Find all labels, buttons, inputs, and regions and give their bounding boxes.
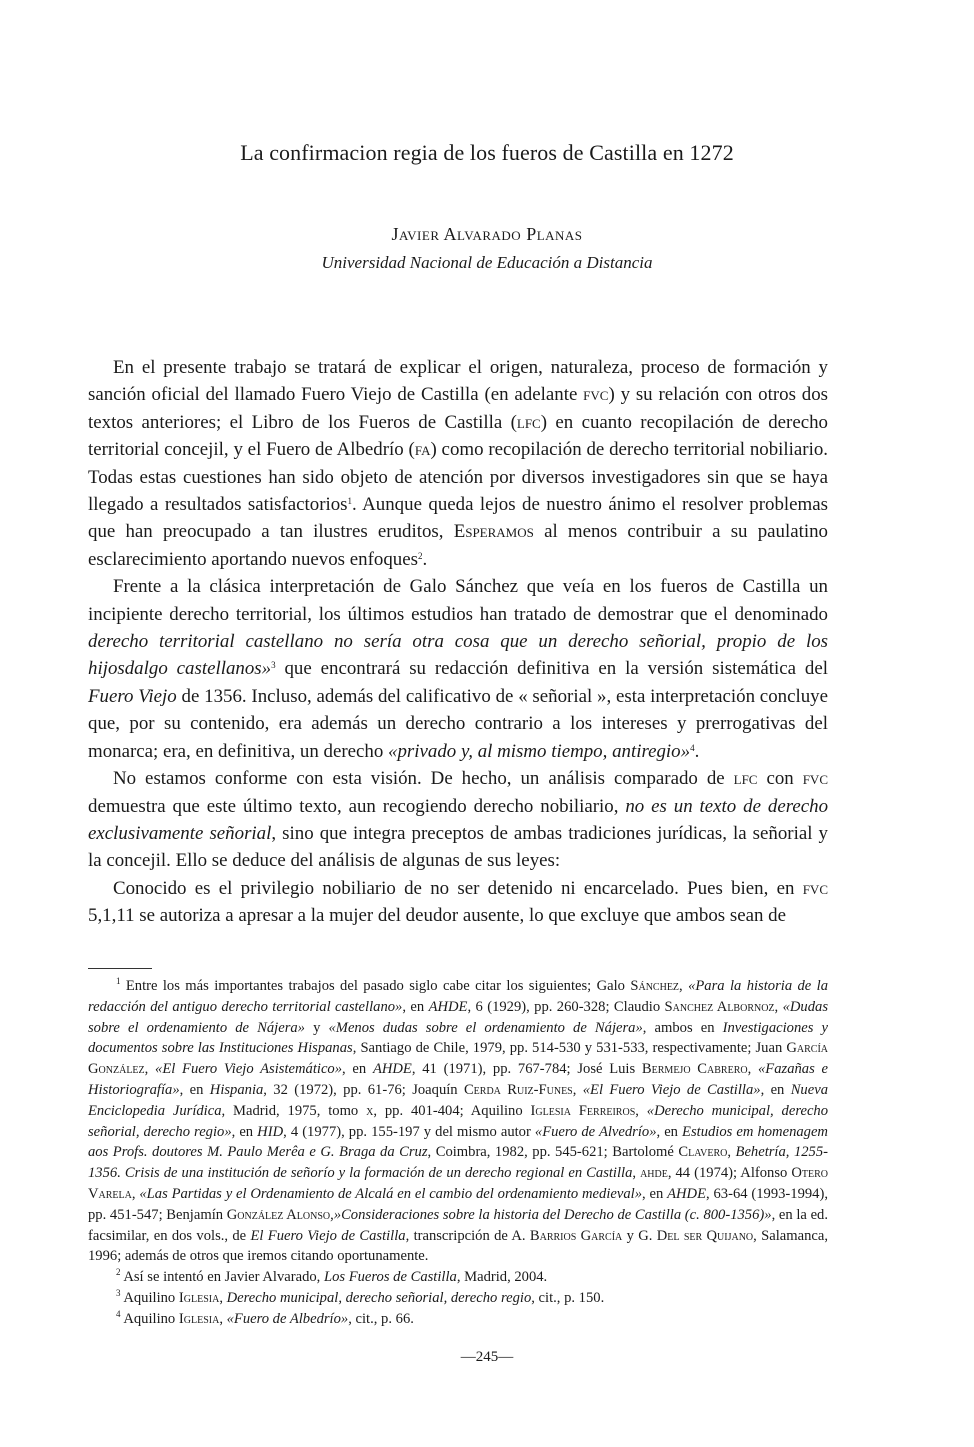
work-title: Los Fueros de Castilla xyxy=(323,1269,457,1286)
text-run: , transcripción de A. xyxy=(405,1227,530,1244)
work-title: «Las Partidas y el Ordenamiento de Alcalá en el cambio del ordenamiento medieval» xyxy=(139,1185,642,1202)
author-surname: Del ser Quijano xyxy=(656,1227,754,1244)
text-run: y xyxy=(304,1019,329,1036)
abbr-lfc: lfc xyxy=(516,411,541,433)
work-title: Estudios em homenagem aos Profs. doutores M. Paulo Merêa e G. Braga da Cruz xyxy=(88,1123,828,1161)
journal-title: AHDE xyxy=(428,998,468,1015)
author-surname: Clavero xyxy=(678,1144,728,1161)
text-run: , cit., p. 150. xyxy=(531,1289,605,1306)
text-run: , xyxy=(679,978,689,994)
text-run: , xyxy=(144,1061,156,1078)
text-run: Frente a la clásica interpretación de Galo Sánchez que veía en los fueros de Castilla un incipiente derecho territorial, los últimos estudios han tratado de demostrar que el denominado xyxy=(88,576,828,625)
body-text xyxy=(88,354,828,930)
author-surname: Otero Varela xyxy=(88,1165,828,1202)
journal-title: HID xyxy=(257,1123,284,1140)
text-run: , en la ed. facsimilar, en dos vols., de xyxy=(88,1206,828,1244)
page-number: —245— xyxy=(460,1349,514,1365)
work-title: Investigaciones y documentos sobre las Instituciones Hispanas xyxy=(88,1019,829,1057)
text-run: , xyxy=(131,1185,140,1202)
text-run: , ambos en xyxy=(642,1019,723,1036)
footnote-ref-2[interactable]: 2 xyxy=(417,550,423,561)
abbr-fvc: fvc xyxy=(802,768,828,790)
text-run: Así se intentó en Javier Alvarado, xyxy=(120,1269,324,1286)
journal-title: Hispania xyxy=(209,1081,264,1098)
work-title: »Consideraciones sobre la historia del Derecho de Castilla (c. 800-1356)» xyxy=(333,1206,772,1223)
text-run: de 1356. Incluso, además del calificativo de « señorial », esta interpretación concluye que, por su contenido, era además un derecho contrario a los intereses y prerrogativas del monarca; era, en definitiva, un derecho xyxy=(88,685,828,762)
work-title: «Menos dudas sobre el ordenamiento de Nájera» xyxy=(328,1019,643,1036)
work-title: El Fuero Viejo de Castilla xyxy=(250,1227,406,1244)
footnote-2 xyxy=(88,1267,828,1288)
author-surname: Sánchez xyxy=(630,978,680,994)
work-title: «Dudas sobre el ordenamiento de Nájera» xyxy=(88,998,828,1036)
text-run: . xyxy=(422,548,428,570)
text-run: y G. xyxy=(622,1227,657,1244)
quoted-italic: «privado y, al mismo tiempo, antiregio» xyxy=(388,740,691,762)
work-title: «El Fuero Viejo Asistemático» xyxy=(155,1061,343,1078)
text-run: , 6 (1929), pp. 260-328; Claudio xyxy=(467,998,665,1015)
abbr-lfc: lfc xyxy=(733,768,758,790)
text-run: al menos contribuir a su paulatino esclarecimiento aportando nuevos enfoques xyxy=(88,521,828,570)
text-run: , 4 (1977), pp. 155-197 y del mismo autor xyxy=(283,1123,535,1140)
footnote-3 xyxy=(88,1288,828,1309)
text-run: , xyxy=(219,1289,227,1306)
work-title: «Fuero de Alvedrío» xyxy=(534,1123,657,1140)
text-run: , en xyxy=(642,1185,668,1202)
text-run: Aquilino xyxy=(120,1310,179,1327)
text-run: , en xyxy=(760,1081,791,1098)
abbr-fvc: fvc xyxy=(802,877,828,899)
abbr-fvc: fvc xyxy=(583,384,609,406)
footnote-ref-1[interactable]: 1 xyxy=(347,496,353,507)
text-run: ) y su relación con otros dos textos anteriores; el Libro de los Fueros de Castilla ( xyxy=(88,384,829,433)
text-run: , xyxy=(219,1310,227,1327)
footnote-ref-4[interactable]: 4 xyxy=(690,742,695,753)
text-run: , en xyxy=(402,998,429,1015)
text-run: , Santiago de Chile, 1979, pp. 514-530 y 531-533, respectivamente; Juan xyxy=(352,1040,787,1057)
work-title: Nueva Enciclopedia Jurídica xyxy=(88,1081,828,1119)
text-run: , xyxy=(632,1165,641,1182)
footnote-4 xyxy=(88,1309,828,1330)
text-run: , Salamanca, 1996; además de otros que iremos citando oportunamente. xyxy=(88,1227,828,1265)
text-run: ) en cuanto recopilación de derecho territorial concejil, y el Fuero de Albedrío ( xyxy=(88,411,828,461)
work-title: «Fazañas e Historiografía» xyxy=(88,1061,828,1098)
footnote-number: 4 xyxy=(116,1308,121,1319)
text-run: , 63-64 (1993-1994), pp. 451-547; Benjamín xyxy=(88,1185,828,1223)
text-run: , 32 (1972), pp. 61-76; Joaquín xyxy=(263,1081,464,1098)
text-run: En el presente trabajo se tratará de explicar el origen, naturaleza, proceso de formación y sanción oficial del llamado Fuero Viejo de Castilla (en adelante xyxy=(88,357,828,406)
work-title: «Fuero de Albedrío» xyxy=(226,1310,349,1327)
author-surname: Cerda Ruiz-Funes xyxy=(463,1081,573,1098)
journal-title: AHDE xyxy=(372,1061,412,1078)
author-surname: Iglesia xyxy=(178,1310,220,1327)
abbr-fa: fa xyxy=(414,439,431,461)
work-title: «Derecho municipal, derecho señorial, derecho regio» xyxy=(88,1102,829,1140)
text-run: , en xyxy=(179,1081,210,1098)
journal-abbr: ahde xyxy=(640,1165,668,1182)
text-run: , Madrid, 1975, tomo xyxy=(221,1102,367,1119)
journal-title: AHDE xyxy=(667,1185,707,1202)
text-run: ) como recopilación de derecho territorial nobiliario. Todas estas cuestiones han sido objeto de atención por diversos investigadores sin que se haya llegado a resultados satisfactorios xyxy=(88,439,828,516)
text-run: , pp. 401-404; Aquilino xyxy=(373,1102,531,1119)
text-run: , en xyxy=(656,1123,683,1140)
footnotes xyxy=(88,976,828,1330)
text-run: 5,1,11 se autoriza a apresar a la mujer del deudor ausente, lo que excluye que ambos sean de xyxy=(88,905,786,927)
text-run: , en xyxy=(342,1061,373,1078)
text-run: , en xyxy=(231,1123,258,1140)
author-surname: González Alonso xyxy=(226,1206,331,1223)
paragraph-3 xyxy=(88,765,828,875)
work-title: Behetría, 1255-1356. Crisis de una institución de señorío y la formación de un derecho regional en Castilla xyxy=(88,1144,828,1182)
author-surname: García González xyxy=(88,1040,828,1078)
text-run: , xyxy=(330,1206,334,1223)
footnote-ref-3[interactable]: 3 xyxy=(271,660,276,671)
author-surname: Sanchez Albornoz xyxy=(664,998,775,1015)
text-run: , sino que integra preceptos de ambas tradiciones jurídicas, la señorial y la concejil. Ello se deduce del análisis de algunas de sus leyes: xyxy=(88,822,828,872)
quoted-italic: derecho territorial castellano no sería otra cosa que un derecho señorial, propio de los hijosdalgo castellanos» xyxy=(88,631,828,680)
text-run: demuestra que este último texto, aun recogiendo derecho nobiliario, xyxy=(88,795,626,817)
text-run: Entre los más importantes trabajos del pasado siglo cabe citar los siguientes; Galo xyxy=(120,978,631,994)
author-surname: Iglesia xyxy=(178,1289,220,1306)
footnote-number: 3 xyxy=(116,1287,121,1298)
text-run: , xyxy=(635,1102,647,1119)
article-title: La confirmacion regia de los fueros de Castilla en 1272 xyxy=(240,140,734,165)
author-name: Javier Alvarado Planas xyxy=(391,224,583,244)
text-run: Aquilino xyxy=(120,1289,179,1306)
text-run: , 41 (1971), pp. 767-784; José Luis xyxy=(411,1061,642,1078)
footnote-number: 1 xyxy=(116,976,121,986)
work-title: «Para la historia de la redacción del antiguo derecho territorial castellano» xyxy=(88,978,829,1015)
author-surname: Barrios García xyxy=(529,1227,623,1244)
volume-numeral: x xyxy=(366,1102,374,1119)
text-run: Conocido es el privilegio nobiliario de no ser detenido ni encarcelado. Pues bien, en xyxy=(113,877,803,899)
text-run: . Aunque queda lejos de nuestro ánimo el resolver problemas que han preocupado a tan ilustres eruditos, xyxy=(88,494,828,543)
author-surname: Bermejo Cabrero xyxy=(641,1061,748,1078)
text-run: , xyxy=(727,1144,736,1161)
footnote-1 xyxy=(88,976,828,1267)
text-run: que encontrará su redacción definitiva en la versión sistemática del xyxy=(275,658,829,680)
work-title: «El Fuero Viejo de Castilla» xyxy=(582,1081,761,1098)
text-run: con xyxy=(757,768,803,790)
paragraph-2 xyxy=(88,573,828,765)
text-run: , Coimbra, 1982, pp. 545-621; Bartolomé xyxy=(427,1144,679,1161)
paragraph-4 xyxy=(88,875,828,930)
author-surname: Iglesia Ferreiros xyxy=(530,1102,636,1119)
text-run: . xyxy=(694,740,700,762)
author-affiliation: Universidad Nacional de Educación a Distancia xyxy=(321,253,653,272)
text-run: , cit., p. 66. xyxy=(348,1310,414,1327)
text-run: , Madrid, 2004. xyxy=(456,1269,548,1286)
text-run: , xyxy=(747,1061,758,1078)
paragraph-1 xyxy=(88,354,828,573)
emphasis-italic: no es un texto de derecho exclusivamente señorial xyxy=(88,795,829,844)
work-title: Derecho municipal, derecho señorial, derecho regio xyxy=(226,1289,532,1306)
text-run: , xyxy=(572,1081,583,1098)
small-caps-word: Esperamos xyxy=(453,521,534,543)
text-run: , xyxy=(774,998,783,1015)
text-run: No estamos conforme con esta visión. De hecho, un análisis comparado de xyxy=(113,768,734,790)
italic-title: Fuero Viejo xyxy=(88,685,177,707)
footnote-separator xyxy=(88,968,152,969)
text-run: , 44 (1974); Alfonso xyxy=(667,1165,792,1182)
footnote-number: 2 xyxy=(116,1267,121,1278)
